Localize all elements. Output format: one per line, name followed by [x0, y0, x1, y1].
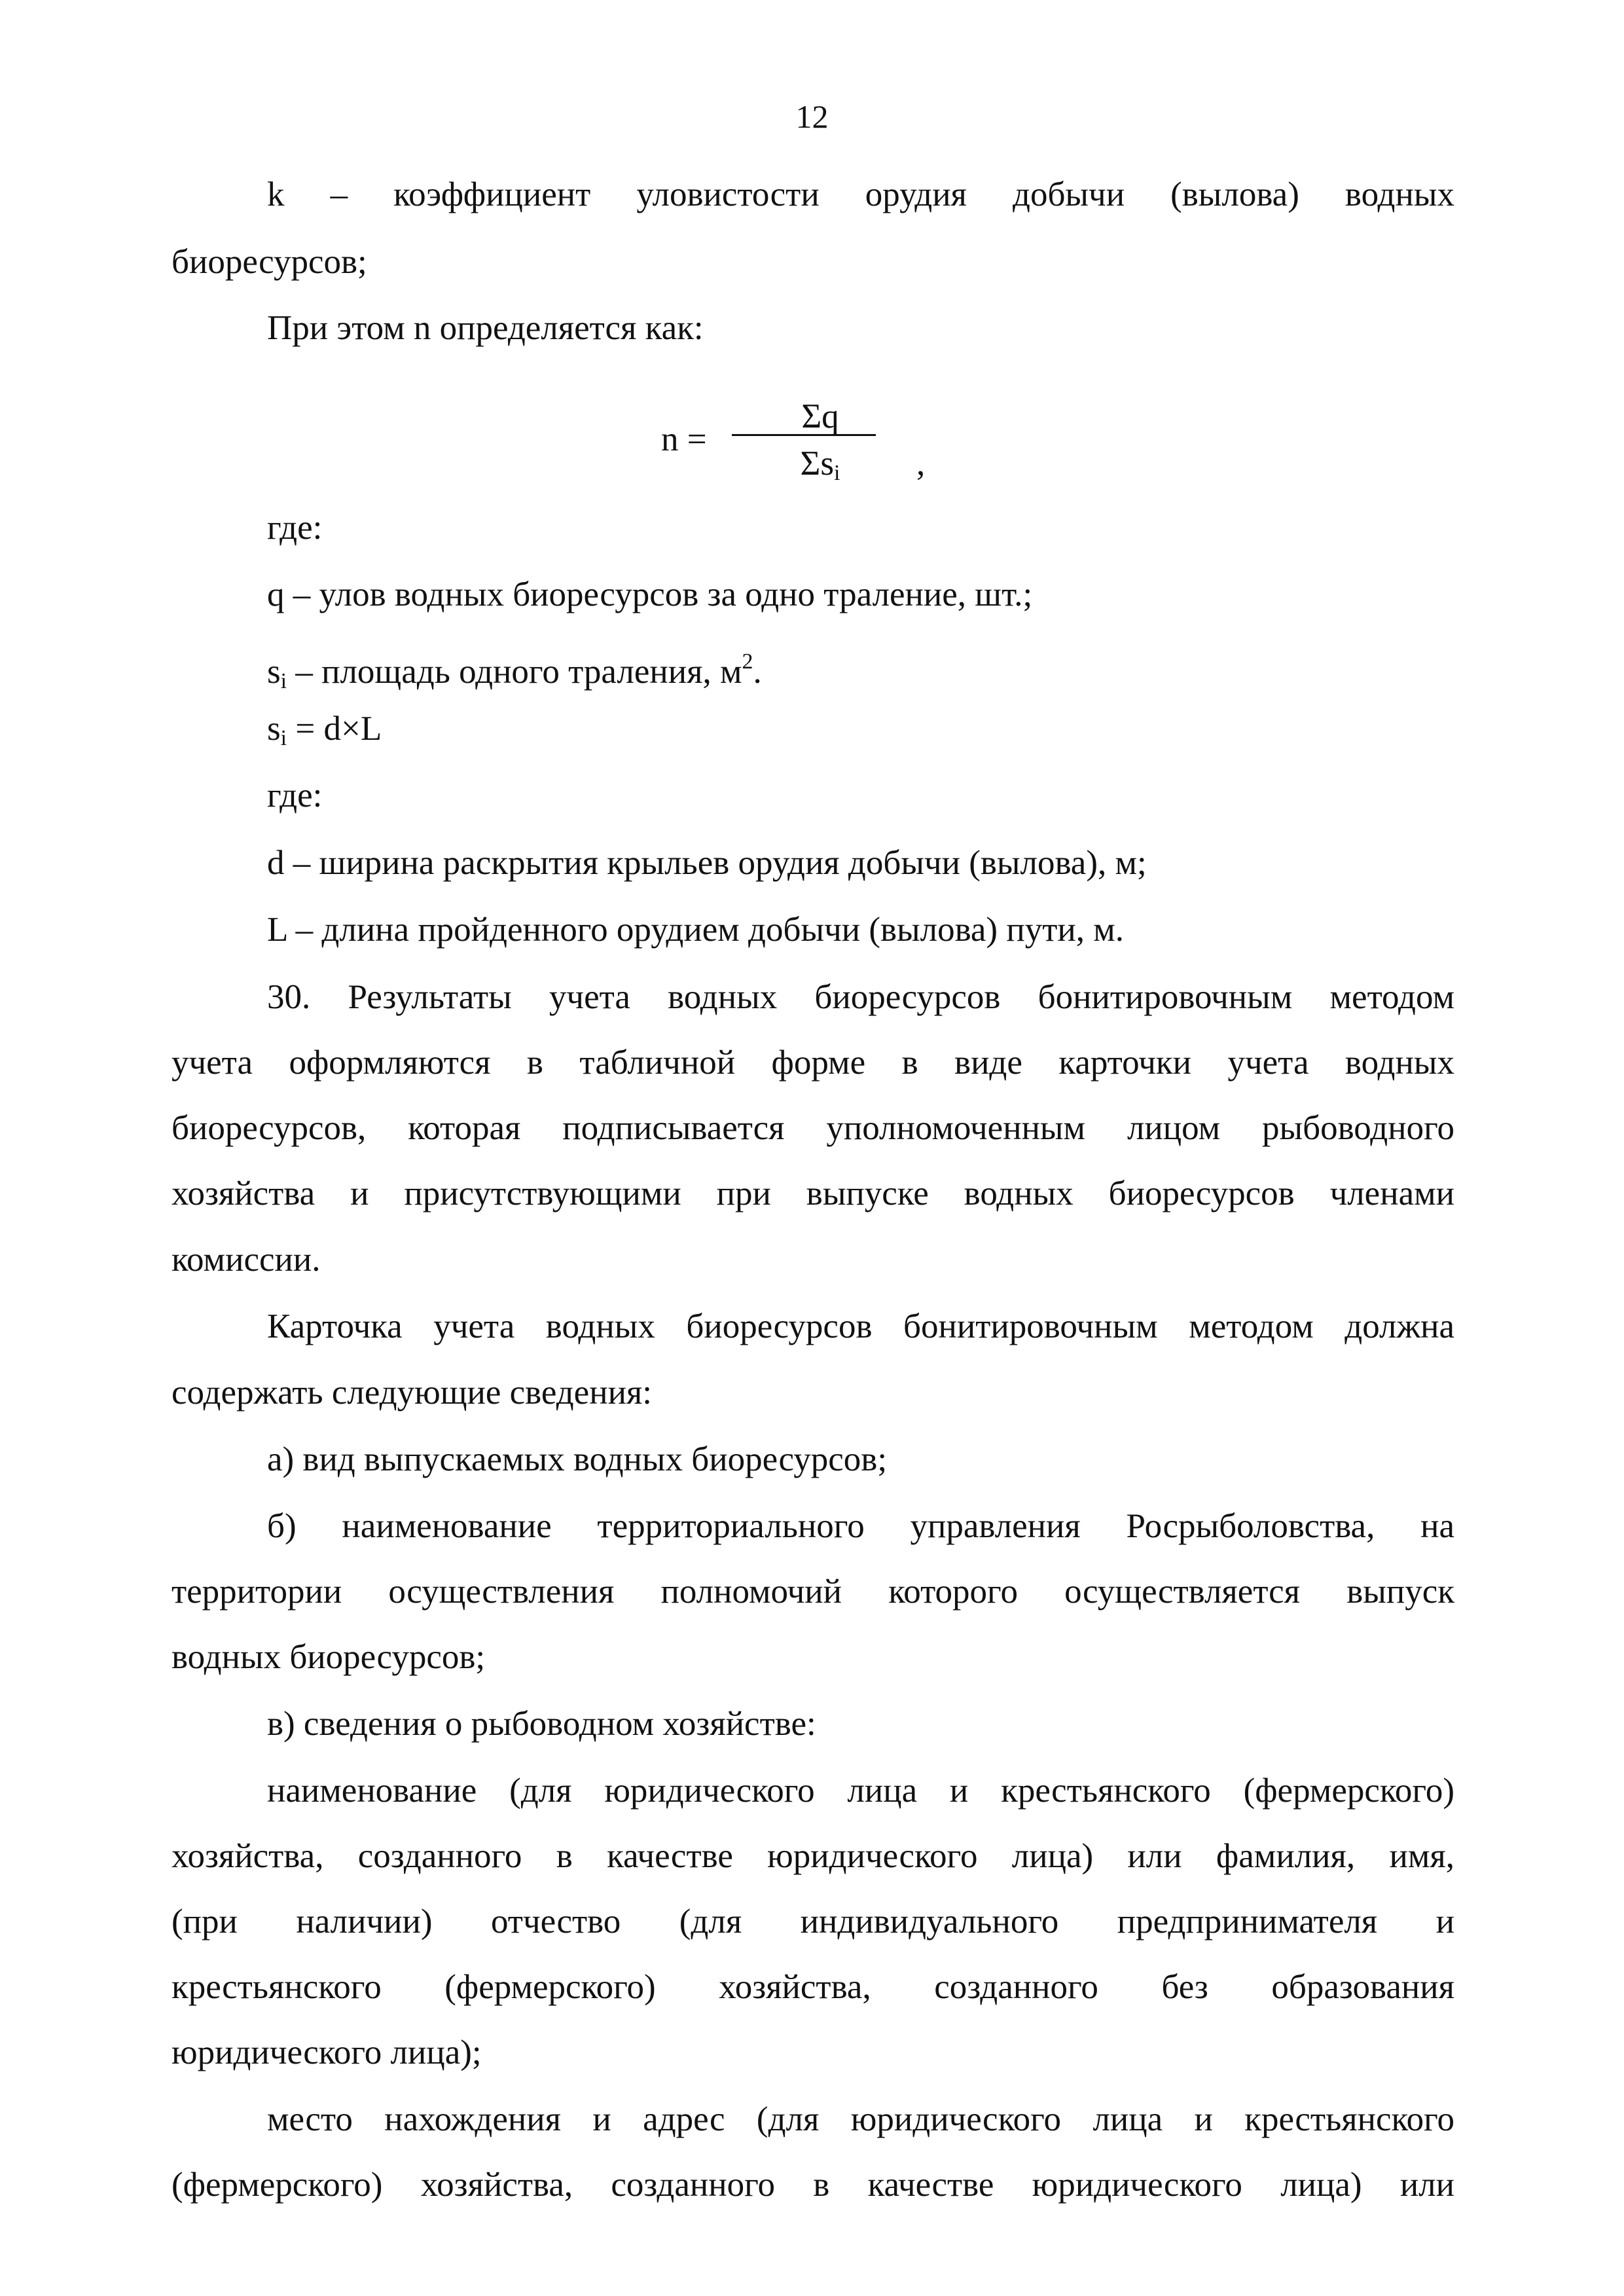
- text-line: хозяйства и присутствующими при выпуске водных биоресурсов членами: [171, 1175, 1454, 1212]
- text-line: б) наименование территориального управления Росрыболовства, на: [267, 1507, 1454, 1545]
- text-line: где:: [267, 509, 323, 547]
- text-line: (фермерского) хозяйства, созданного в качестве юридического лица) или: [171, 2166, 1454, 2204]
- text-line: q – улов водных биоресурсов за одно траление, шт.;: [267, 575, 1033, 613]
- var-s-subscript: i: [280, 669, 287, 693]
- formula-n: [655, 396, 943, 494]
- text-line: хозяйства, созданного в качестве юридического лица) или фамилия, имя,: [171, 1837, 1454, 1875]
- text-line: комиссии.: [171, 1241, 321, 1279]
- var-s: s: [267, 653, 281, 691]
- text-line: Карточка учета водных биоресурсов бонитировочным методом должна: [267, 1307, 1454, 1345]
- text-line: юридического лица);: [171, 2033, 482, 2071]
- text-line: водных биоресурсов;: [171, 1638, 486, 1676]
- text-line: содержать следующие сведения:: [171, 1374, 653, 1412]
- text-line-si-area: [267, 642, 1454, 702]
- text-line: территории осуществления полномочий которого осуществляется выпуск: [171, 1573, 1454, 1611]
- denominator-symbol: Σs: [800, 445, 835, 483]
- formula-lhs: n =: [661, 420, 707, 458]
- text-line: наименование (для юридического лица и крестьянского (фермерского): [267, 1772, 1454, 1810]
- text-line: в) сведения о рыбоводном хозяйстве:: [267, 1705, 816, 1743]
- si-text: – площадь одного траления, м: [287, 653, 742, 691]
- text-line: (при наличии) отчество (для индивидуального предпринимателя и: [171, 1903, 1454, 1941]
- text-line: биоресурсов, которая подписывается уполномоченным лицом рыбоводного: [171, 1109, 1454, 1147]
- text-line: биоресурсов;: [171, 243, 367, 281]
- text-line: а) вид выпускаемых водных биоресурсов;: [267, 1440, 888, 1478]
- formula-numerator: Σq: [801, 397, 839, 435]
- text-line: При этом n определяется как:: [267, 309, 704, 347]
- fraction-bar: [732, 434, 876, 436]
- text-line: 30. Результаты учета водных биоресурсов бонитировочным методом: [267, 978, 1454, 1016]
- page-number: 12: [795, 98, 829, 135]
- text-line: L – длина пройденного орудием добычи (вылова) пути, м.: [267, 911, 1125, 949]
- text-line: k – коэффициент уловистости орудия добычи (вылова) водных: [267, 175, 1454, 213]
- text-line: учета оформляются в табличной форме в виде карточки учета водных: [171, 1044, 1454, 1082]
- si-period: .: [753, 653, 762, 691]
- denominator-subscript: i: [834, 461, 840, 485]
- text-line: крестьянского (фермерского) хозяйства, созданного без образования: [171, 1968, 1454, 2006]
- text-line: d – ширина раскрытия крыльев орудия добычи (вылова), м;: [267, 844, 1147, 882]
- text-line: где:: [267, 776, 323, 814]
- var-s: s: [267, 710, 281, 748]
- si-formula-text: = d×L: [287, 710, 382, 748]
- text-line: место нахождения и адрес (для юридического лица и крестьянского: [267, 2100, 1454, 2138]
- formula-comma: ,: [916, 445, 926, 483]
- var-s-subscript: i: [280, 726, 287, 750]
- squared-superscript: 2: [742, 649, 753, 674]
- formula-denominator: [778, 443, 863, 494]
- text-line-si-formula: [267, 708, 1454, 759]
